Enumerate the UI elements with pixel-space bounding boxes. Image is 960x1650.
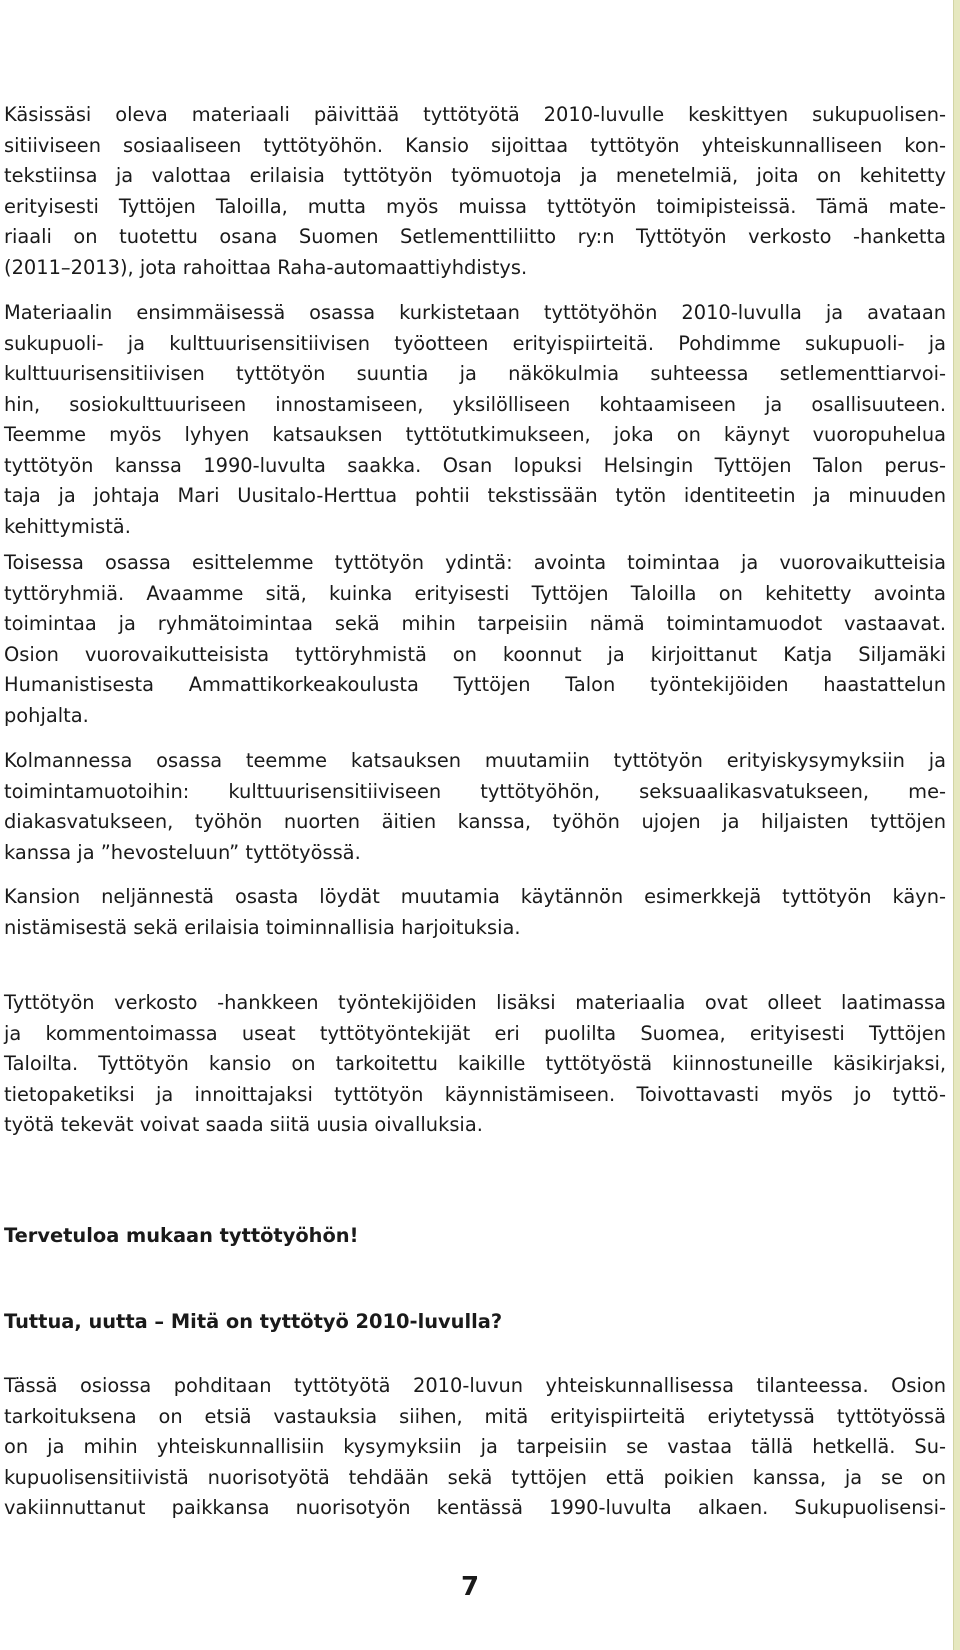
- acknowledgement-paragraph: [4, 988, 946, 1141]
- text-line: nistämisestä sekä erilaisia toiminnallisia harjoituksia.: [4, 915, 521, 939]
- text-line: Taloilta. Tyttötyön kansio on tarkoitettu kaikille tyttötyöstä kiinnostuneille käsikirjaksi,: [4, 1052, 946, 1075]
- intro-paragraph: [4, 100, 946, 283]
- text-line: tietopaketiksi ja innoittajaksi tyttötyön käynnistämiseen. Toivottavasti myös jo tyttö-: [4, 1082, 946, 1106]
- text-line: Kolmannessa osassa teemme katsauksen muutamiin tyttötyön erityiskysymyksiin ja: [4, 749, 946, 772]
- text-line: toimintaa ja ryhmätoimintaa sekä mihin tarpeisiin nämä toimintamuodot vastaavat.: [4, 612, 946, 635]
- text-line: erityisesti Tyttöjen Taloilla, mutta myös muissa tyttötyön toimipisteissä. Tämä mate-: [4, 194, 946, 218]
- text-line: kupuolisensitiivistä nuorisotyötä tehdään sekä tyttöjen että poikien kanssa, ja se on: [4, 1465, 946, 1489]
- part-three-paragraph: [4, 746, 946, 868]
- section-paragraph: [4, 1371, 946, 1524]
- text-line: Tyttötyön verkosto -hankkeen työntekijöiden lisäksi materiaalia ovat olleet laatimassa: [4, 991, 946, 1014]
- text-line: Toisessa osassa esittelemme tyttötyön ydintä: avointa toimintaa ja vuorovaikutteisia: [4, 551, 946, 574]
- section-heading: Tuttua, uutta – Mitä on tyttötyö 2010-luvulla?: [4, 1310, 503, 1333]
- text-line: riaali on tuotettu osana Suomen Setlementtiliitto ry:n Tyttötyön verkosto -hanketta: [4, 225, 946, 248]
- page-number: 7: [460, 1572, 480, 1602]
- text-line: työtä tekevät voivat saada siitä uusia oivalluksia.: [4, 1113, 483, 1136]
- text-line: Materiaalin ensimmäisessä osassa kurkistetaan tyttötyöhön 2010-luvulla ja avataan: [4, 301, 946, 324]
- text-line: taja ja johtaja Mari Uusitalo-Herttua pohtii tekstissään tytön identiteetin ja minuuden: [4, 484, 946, 507]
- text-line: (2011–2013), jota rahoittaa Raha-automaattiyhdistys.: [4, 255, 528, 279]
- text-line: kehittymistä.: [4, 514, 131, 538]
- text-line: tyttöryhmiä. Avaamme sitä, kuinka erityisesti Tyttöjen Taloilla on kehitetty avointa: [4, 581, 946, 605]
- text-line: tyttötyön kanssa 1990-luvulta saakka. Osan lopuksi Helsingin Tyttöjen Talon perus-: [4, 453, 946, 477]
- text-line: tekstiinsa ja valottaa erilaisia tyttötyön työmuotoja ja menetelmiä, joita on kehitetty: [4, 164, 946, 187]
- text-line: Teemme myös lyhyen katsauksen tyttötutkimukseen, joka on käynyt vuoropuhelua: [4, 423, 946, 446]
- text-line: diakasvatukseen, työhön nuorten äitien kanssa, työhön ujojen ja hiljaisten tyttöjen: [4, 810, 946, 833]
- text-line: toimintamuotoihin: kulttuurisensitiiviseen tyttötyöhön, seksuaalikasvatukseen, me-: [4, 779, 946, 803]
- text-line: hin, sosiokulttuuriseen innostamiseen, yksilölliseen kohtaamiseen ja osallisuuteen.: [4, 392, 946, 416]
- part-two-paragraph: [4, 548, 946, 731]
- text-line: ja kommentoimassa useat tyttötyöntekijät eri puolilta Suomea, erityisesti Tyttöjen: [4, 1021, 946, 1045]
- text-line: Kansion neljännestä osasta löydät muutamia käytännön esimerkkejä tyttötyön käyn-: [4, 885, 946, 908]
- welcome-heading: Tervetuloa mukaan tyttötyöhön!: [4, 1224, 359, 1247]
- text-line: sukupuoli- ja kulttuurisensitiivisen työotteen erityispiirteitä. Pohdimme sukupuoli- ja: [4, 331, 946, 355]
- text-line: on ja mihin yhteiskunnallisiin kysymyksiin ja tarpeisiin se vastaa tällä hetkellä. Su-: [4, 1435, 946, 1458]
- text-line: tarkoituksena on etsiä vastauksia siihen, mitä erityispiirteitä eriytetyssä tyttötyössä: [4, 1404, 946, 1428]
- text-line: sitiiviseen sosiaaliseen tyttötyöhön. Kansio sijoittaa tyttötyön yhteiskunnalliseen kon-: [4, 133, 946, 157]
- part-one-paragraph: [4, 298, 946, 542]
- text-line: vakiinnuttanut paikkansa nuorisotyön kentässä 1990-luvulta alkaen. Sukupuolisensi-: [4, 1496, 946, 1519]
- text-line: Käsissäsi oleva materiaali päivittää tyttötyötä 2010-luvulle keskittyen sukupuolisen-: [4, 103, 946, 126]
- text-line: kulttuurisensitiivisen tyttötyön suuntia ja näkökulmia suhteessa setlementtiarvoi-: [4, 362, 946, 385]
- text-line: Humanistisesta Ammattikorkeakoulusta Tyttöjen Talon työntekijöiden haastattelun: [4, 673, 946, 696]
- text-line: Osion vuorovaikutteisista tyttöryhmistä on koonnut ja kirjoittanut Katja Siljamäki: [4, 642, 946, 666]
- text-line: pohjalta.: [4, 703, 89, 727]
- text-line: kanssa ja ”hevosteluun” tyttötyössä.: [4, 840, 361, 864]
- part-four-paragraph: [4, 882, 946, 943]
- text-line: Tässä osiossa pohditaan tyttötyötä 2010-luvun yhteiskunnallisessa tilanteessa. Osion: [4, 1374, 946, 1397]
